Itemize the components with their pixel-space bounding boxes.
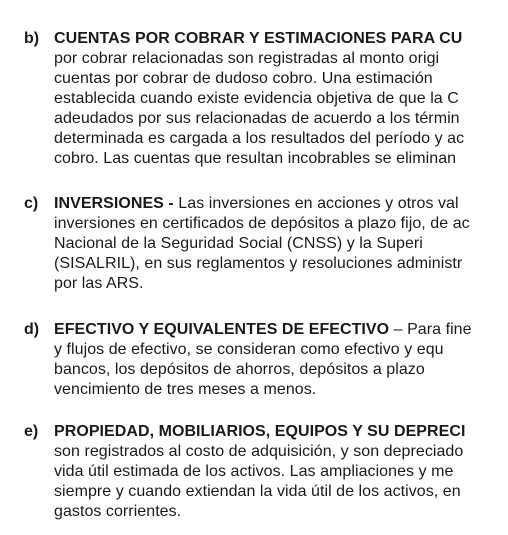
text-line: Nacional de la Seguridad Social (CNSS) y la Superi (54, 235, 423, 252)
section-heading-line (54, 422, 465, 442)
text-line: establecida cuando existe evidencia objetiva de que la C (54, 90, 459, 107)
text-line: vida útil estimada de los activos. Las ampliaciones y me (54, 463, 454, 480)
text-line: gastos corrientes. (54, 503, 182, 520)
section-heading-rest: – Para fine (389, 321, 472, 338)
section-letter: e) (24, 423, 39, 440)
text-line: inversiones en certificados de depósitos a plazo fijo, de ac (54, 215, 470, 232)
text-line: por cobrar relacionadas son registradas al monto origi (54, 50, 440, 67)
section-heading: CUENTAS POR COBRAR Y ESTIMACIONES PARA CU (54, 30, 463, 47)
section-heading-rest: Las inversiones en acciones y otros val (173, 195, 459, 212)
section-letter: d) (24, 321, 40, 338)
text-line: (SISALRIL), en sus reglamentos y resoluciones administr (54, 255, 463, 272)
text-line: adeudados por sus relacionadas de acuerdo a los términ (54, 110, 460, 127)
section-letter: c) (24, 195, 39, 212)
text-line: y flujos de efectivo, se consideran como efectivo y equ (54, 341, 444, 358)
section-heading: EFECTIVO Y EQUIVALENTES DE EFECTIVO (54, 321, 390, 338)
section-heading-line (54, 194, 459, 214)
text-line: determinada es cargada a los resultados del período y ac (54, 130, 465, 147)
section-heading-line (54, 29, 462, 49)
section-heading-line (54, 320, 472, 340)
text-line: siempre y cuando extiendan la vida útil de los activos, en (54, 483, 461, 500)
text-line: vencimiento de tres meses a menos. (54, 381, 317, 398)
section-heading: PROPIEDAD, MOBILIARIOS, EQUIPOS Y SU DEPRECI (54, 423, 466, 440)
section-heading: INVERSIONES - (54, 195, 174, 212)
text-line: por las ARS. (54, 275, 144, 292)
text-line: cuentas por cobrar de dudoso cobro. Una estimación (54, 70, 433, 87)
text-line: son registrados al costo de adquisición, y son depreciado (54, 443, 464, 460)
text-line: bancos, los depósitos de ahorros, depósitos a plazo (54, 361, 425, 378)
text-line: cobro. Las cuentas que resultan incobrables se eliminan (54, 150, 457, 167)
section-letter: b) (24, 30, 40, 47)
